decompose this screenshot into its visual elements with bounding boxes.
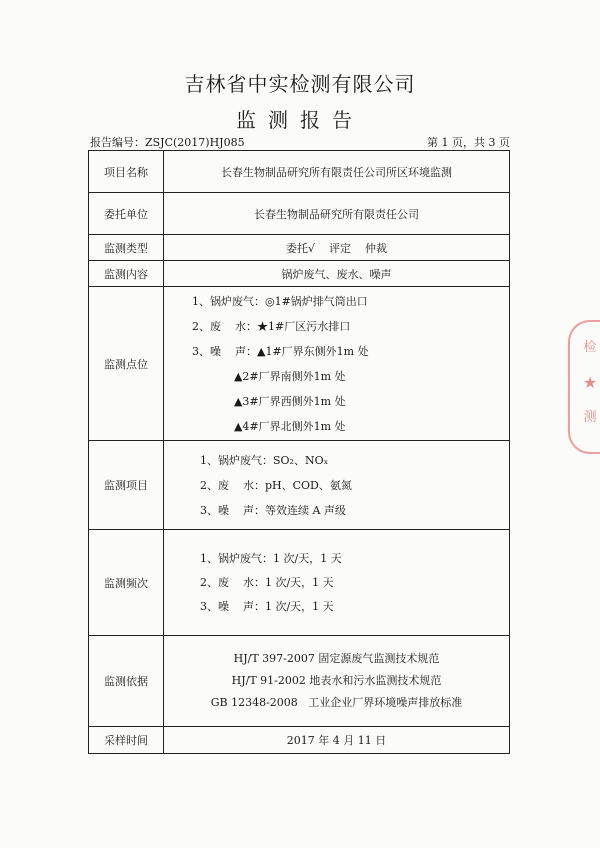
seal-char: 检: [583, 340, 597, 355]
monitoring-type-label: 监测类型: [89, 235, 164, 261]
points-line: ▲2#厂界南侧外1m 处: [192, 369, 346, 383]
report-table: [88, 150, 510, 754]
monitoring-points-value: [164, 287, 510, 441]
row-monitoring-basis: [89, 636, 510, 727]
seal-star-icon: ★: [582, 373, 598, 392]
monitoring-items-label: 监测项目: [89, 441, 164, 530]
monitoring-frequency-label: 监测频次: [89, 530, 164, 636]
basis-line: HJ/T 397-2007 固定源废气监测技术规范: [233, 652, 440, 665]
monitoring-type-value: 委托√ 评定 仲裁: [164, 235, 510, 261]
row-monitoring-frequency: [89, 530, 510, 636]
monitoring-points-label: 监测点位: [89, 287, 164, 441]
monitoring-frequency-value: [164, 530, 510, 636]
frequency-line: 3、噪 声：1 次/天，1 天: [200, 599, 334, 613]
company-seal: [568, 320, 600, 454]
row-monitoring-items: [89, 441, 510, 530]
seal-char: 测: [583, 410, 597, 425]
points-line: 1、锅炉废气：◎1#锅炉排气筒出口: [192, 294, 368, 308]
client-value: 长春生物制品研究所有限责任公司: [164, 193, 510, 235]
points-line: ▲3#厂界西侧外1m 处: [192, 394, 346, 408]
monitoring-items-value: [164, 441, 510, 530]
project-name-label: 项目名称: [89, 151, 164, 193]
organization-name: 吉林省中实检测有限公司: [184, 72, 416, 96]
points-line: ▲4#厂界北侧外1m 处: [192, 419, 346, 433]
page-info: 第 1 页，共 3 页: [427, 136, 510, 149]
points-line: 3、噪 声：▲1#厂界东侧外1m 处: [192, 344, 369, 358]
items-line: 2、废 水：pH、COD、氨氮: [200, 478, 352, 492]
row-client: [89, 193, 510, 235]
frequency-line: 2、废 水：1 次/天，1 天: [200, 575, 334, 589]
row-monitoring-points: [89, 287, 510, 441]
client-label: 委托单位: [89, 193, 164, 235]
row-monitoring-type: [89, 235, 510, 261]
monitoring-content-value: 锅炉废气、废水、噪声: [164, 261, 510, 287]
row-project-name: [89, 151, 510, 193]
basis-line: HJ/T 91-2002 地表水和污水监测技术规范: [231, 674, 442, 687]
report-title: 监测报告: [236, 108, 364, 132]
monitoring-basis-value: [164, 636, 510, 727]
basis-line: GB 12348-2008 工业企业厂界环境噪声排放标准: [210, 696, 463, 709]
items-line: 3、噪 声：等效连续 A 声级: [200, 503, 346, 517]
points-line: 2、废 水：★1#厂区污水排口: [192, 319, 351, 333]
monitoring-content-label: 监测内容: [89, 261, 164, 287]
report-number: 报告编号：ZSJC(2017)HJ085: [90, 136, 245, 149]
sampling-time-value: 2017 年 4 月 11 日: [164, 727, 510, 754]
frequency-line: 1、锅炉废气：1 次/天，1 天: [200, 551, 342, 565]
items-line: 1、锅炉废气：SO₂、NOₓ: [200, 453, 329, 467]
row-monitoring-content: [89, 261, 510, 287]
sampling-time-label: 采样时间: [89, 727, 164, 754]
project-name-value: 长春生物制品研究所有限责任公司所区环境监测: [164, 151, 510, 193]
row-sampling-time: [89, 727, 510, 754]
monitoring-basis-label: 监测依据: [89, 636, 164, 727]
